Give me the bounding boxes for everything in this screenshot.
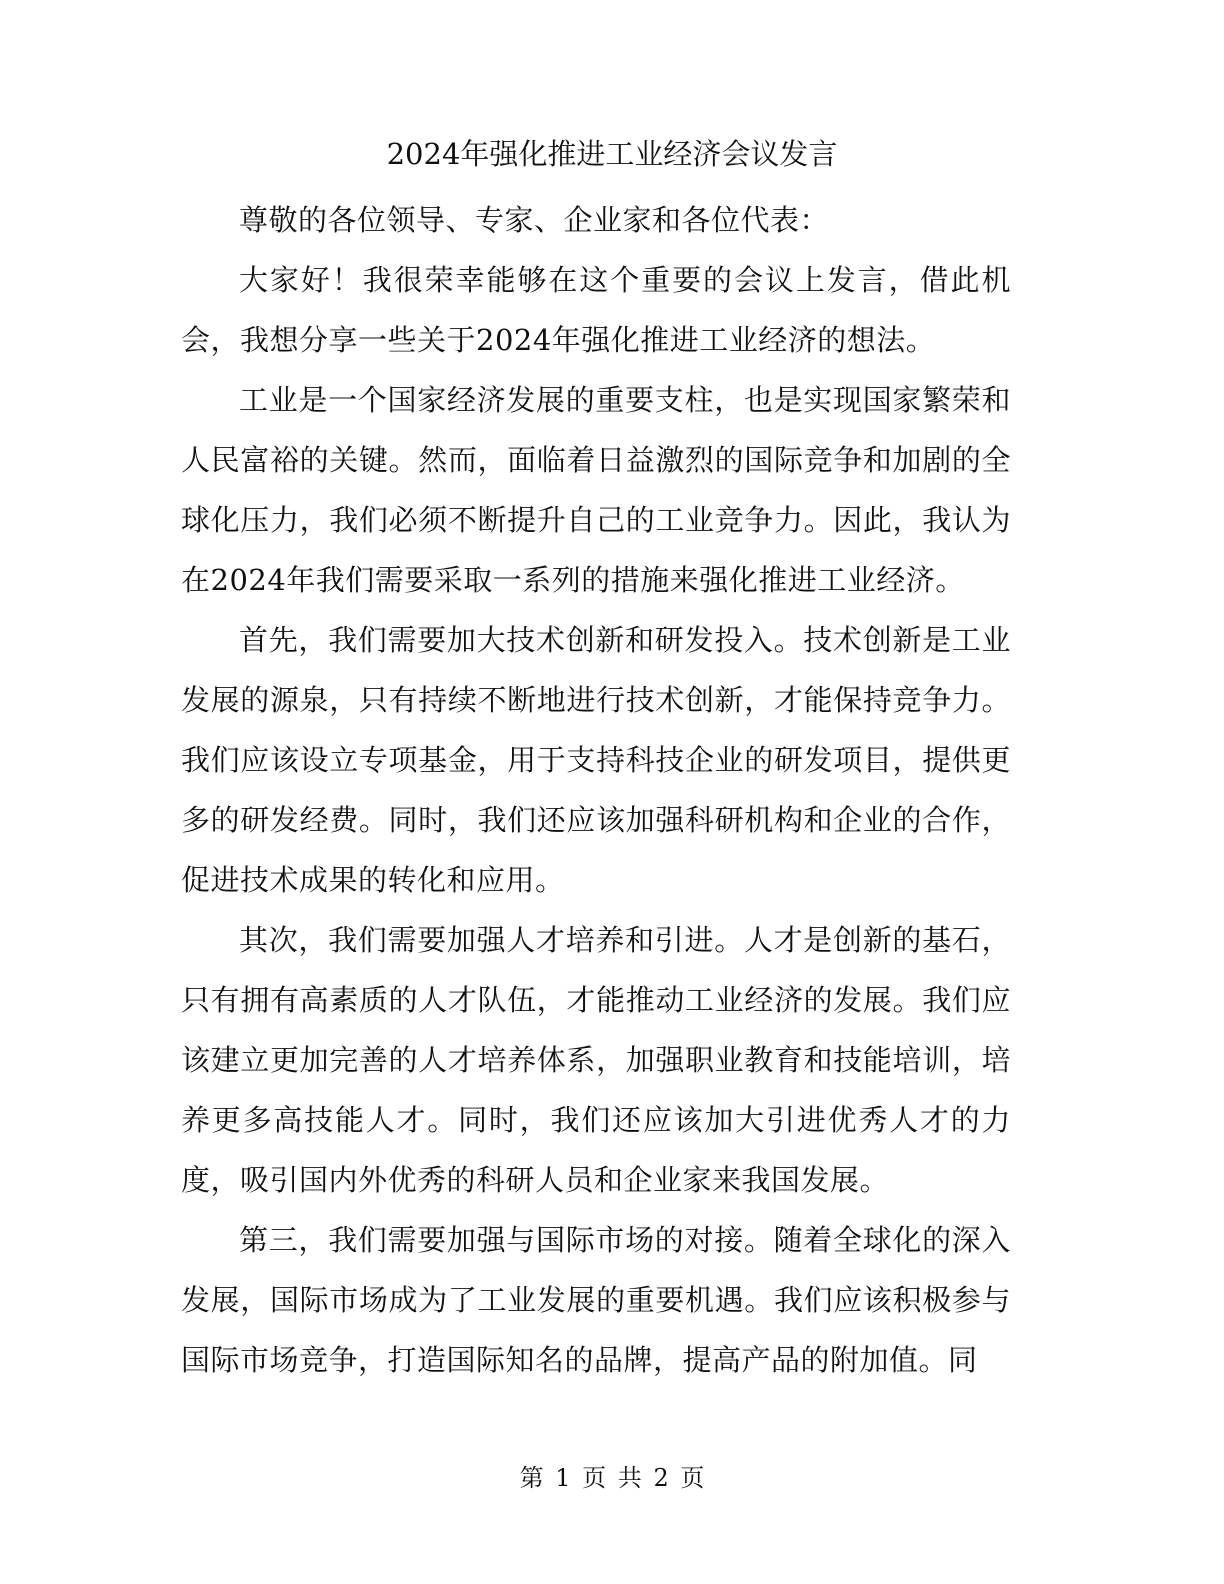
document-body [181,190,1011,1390]
salutation: 尊敬的各位领导、专家、企业家和各位代表： [239,203,830,237]
paragraph-greeting: 大家好！我很荣幸能够在这个重要的会议上发言，借此机会，我想分享一些关于2024年强化推进工业经济的想法。 [181,263,1011,357]
page-footer: 第 1 页 共 2 页 [519,1464,705,1492]
paragraph-international-market: 第三，我们需要加强与国际市场的对接。随着全球化的深入发展，国际市场成为了工业发展的重要机遇。我们应该积极参与国际市场竞争，打造国际知名的品牌，提高产品的附加值。同 [181,1223,1011,1377]
paragraph-talent: 其次，我们需要加强人才培养和引进。人才是创新的基石，只有拥有高素质的人才队伍，才能推动工业经济的发展。我们应该建立更加完善的人才培养体系，加强职业教育和技能培训，培养更多高技能人才。同时，我们还应该加大引进优秀人才的力度，吸引国内外优秀的科研人员和企业家来我国发展。 [181,923,1011,1197]
document-title: 2024年强化推进工业经济会议发言 [386,137,838,171]
paragraph-industry-importance: 工业是一个国家经济发展的重要支柱，也是实现国家繁荣和人民富裕的关键。然而，面临着日益激烈的国际竞争和加剧的全球化压力，我们必须不断提升自己的工业竞争力。因此，我认为在2024年我们需要采取一系列的措施来强化推进工业经济。 [181,383,1011,597]
paragraph-tech-innovation: 首先，我们需要加大技术创新和研发投入。技术创新是工业发展的源泉，只有持续不断地进行技术创新，才能保持竞争力。我们应该设立专项基金，用于支持科技企业的研发项目，提供更多的研发经费。同时，我们还应该加强科研机构和企业的合作，促进技术成果的转化和应用。 [181,623,1011,897]
